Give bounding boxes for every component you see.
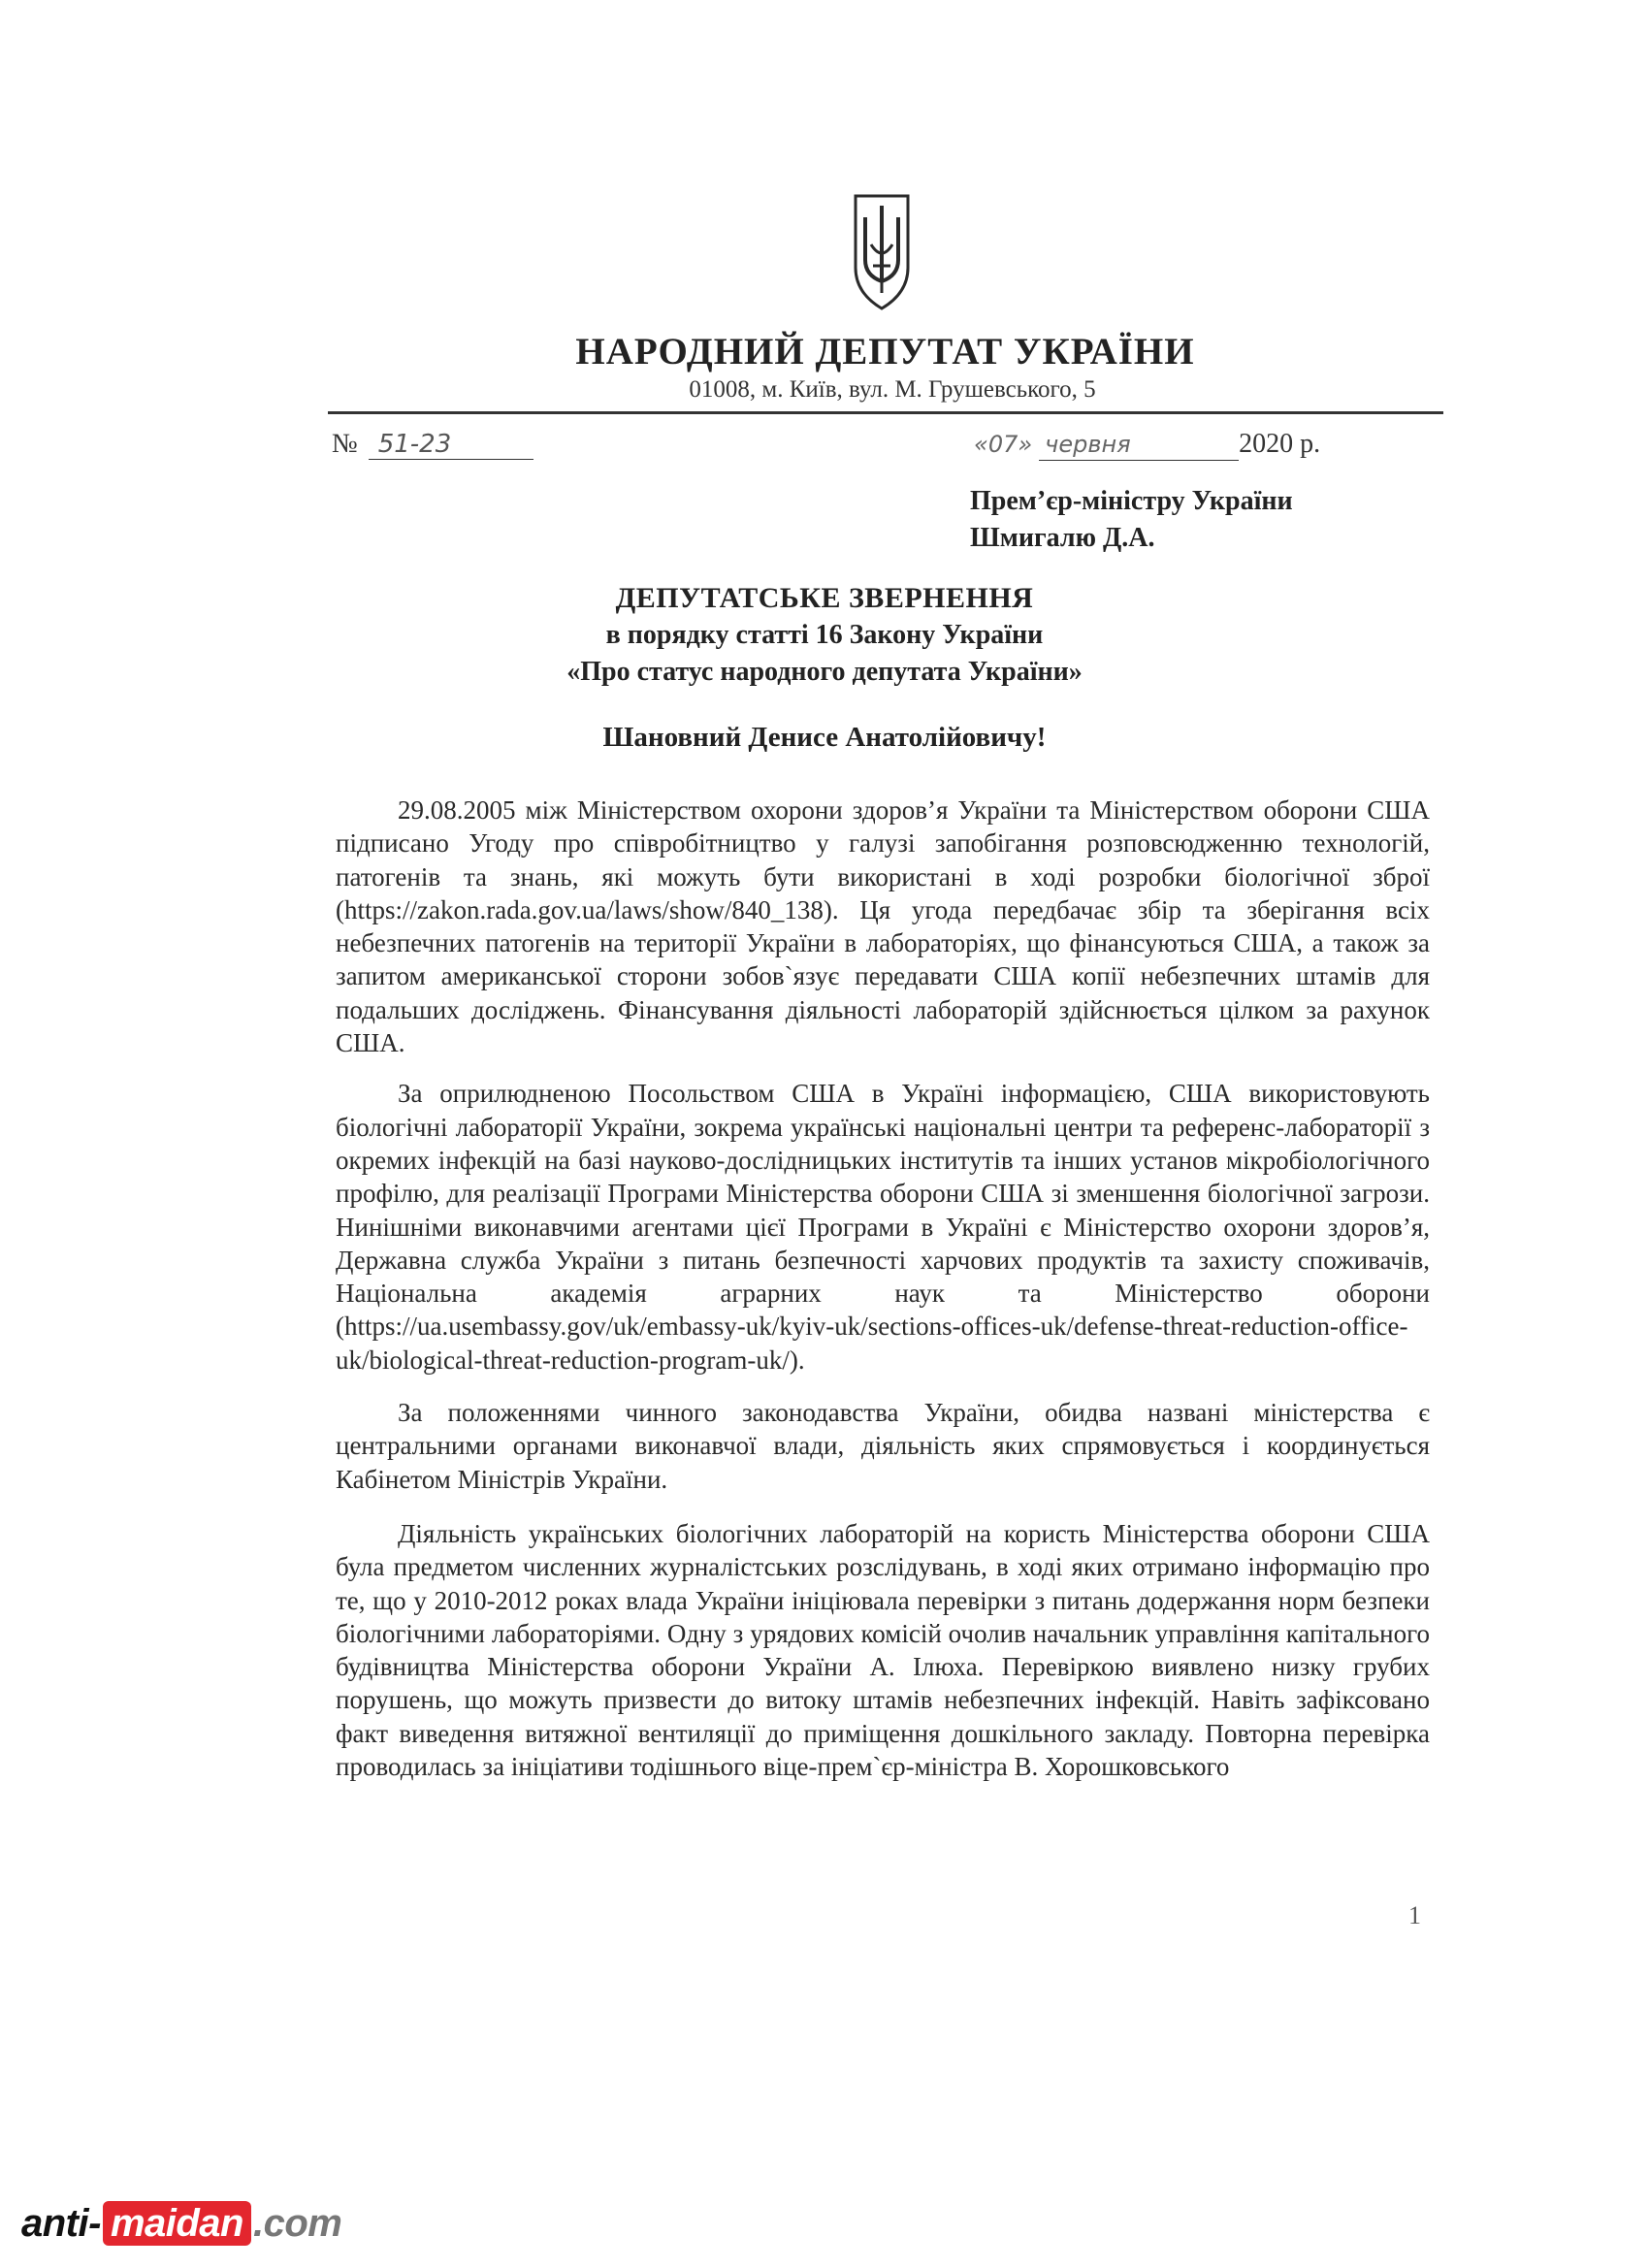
coat-of-arms-trident-icon [850,192,914,312]
header-address: 01008, м. Київ, вул. М. Грушевського, 5 [689,376,1096,403]
date-year: 2020 р. [1239,429,1321,459]
date-month: червня [1045,431,1131,458]
registration-number-value: 51-23 [369,430,534,460]
body-paragraph: 29.08.2005 між Міністерством охорони здоров’я України та Міністерством оборони США підписано Угоду про співробітництво у галузі запобігання розповсюдженню технологій, патогенів та знань, які можуть бути використані в ході розробки біологічної зброї (https://zakon.rada.gov.ua/laws/show/840_138). Ця угода передбачає збір та зберігання всіх небезпечних патогенів на території України в лабораторіях, що фінансуються США, а також за запитом американської сторони зобов`язує передавати США копії небезпечних штамів для подальших досліджень. Фінансування діяльності лабораторій здійснюється цілком за рахунок США. [336,795,1430,1058]
watermark-part-1: anti- [21,2202,101,2245]
site-watermark [21,2202,341,2246]
letter-body [336,794,1430,1800]
appeal-title: ДЕПУТАТСЬКЕ ЗВЕРНЕННЯ [615,582,1034,614]
date-close-quote: » [1018,431,1033,458]
appeal-subtitle-1: в порядку статті 16 Закону України [605,620,1044,650]
header-divider [328,411,1443,414]
addressee-name: Шмигалю Д.А. [970,523,1155,553]
page-number: 1 [1408,1901,1421,1929]
body-paragraph: Діяльність українських біологічних лабораторій на користь Міністерства оборони США була предметом численних журналістських розслідувань, в ході яких отримано інформацію про те, що у 2010-2012 роках влада України ініціювала перевірки з питань додержання норм безпеки біологічними лабораторіями. Одну з урядових комісій очолив начальник управління капітального будівництва Міністерства оборони України А. Ілюха. Перевіркою виявлено низку грубих порушень, що можуть призвести до витоку штамів небезпечних інфекцій. Навіть зафіксовано факт виведення витяжної вентиляції до приміщення дошкільного закладу. Повторна перевірка проводилась за ініціативи тодішнього віце-прем`єр-міністра В. Хорошковського [336,1518,1430,1782]
salutation: Шановний Денисе Анатолійовичу! [602,722,1047,753]
body-paragraph: За положеннями чинного законодавства України, обидва названі міністерства є центральними органами виконавчої влади, діяльність яких спрямовується і координується Кабінетом Міністрів України. [336,1398,1430,1494]
appeal-title-block [0,580,1649,691]
date-day: 07 [987,431,1018,458]
addressee-position: Прем’єр-міністру України [970,486,1293,516]
appeal-subtitle-2: «Про статус народного депутата України» [566,657,1083,687]
body-paragraph: За оприлюдненою Посольством США в Україні інформацією, США використовують біологічні лабораторії України, зокрема українські національні центри та референс-лабораторії з окремих інфекцій на базі науково-дослідницьких інститутів та інших установ мікробіологічного профілю, для реалізації Програми Міністерства оборони США зі зменшення біологічної загрози. Нинішніми виконавчими агентами цієї Програми в Україні є Міністерство охорони здоров’я, Державна служба України з питань безпечності харчових продуктів та захисту споживачів, Національна академія аграрних наук та Міністерство оборони (https://ua.usembassy.gov/uk/embassy-uk/kyiv-uk/sections-offices-uk/defense-threat-reduction-office-uk/biological-threat-reduction-program-uk/). [336,1079,1430,1375]
document-date [974,429,1320,461]
registration-number-label: № [332,429,358,459]
addressee-block [970,483,1293,557]
registration-number [332,429,534,468]
watermark-part-3: .com [252,2202,342,2245]
date-open-quote: « [974,431,988,458]
header-title: НАРОДНИЙ ДЕПУТАТ УКРАЇНИ [575,331,1195,373]
watermark-part-2: maidan [103,2201,251,2246]
